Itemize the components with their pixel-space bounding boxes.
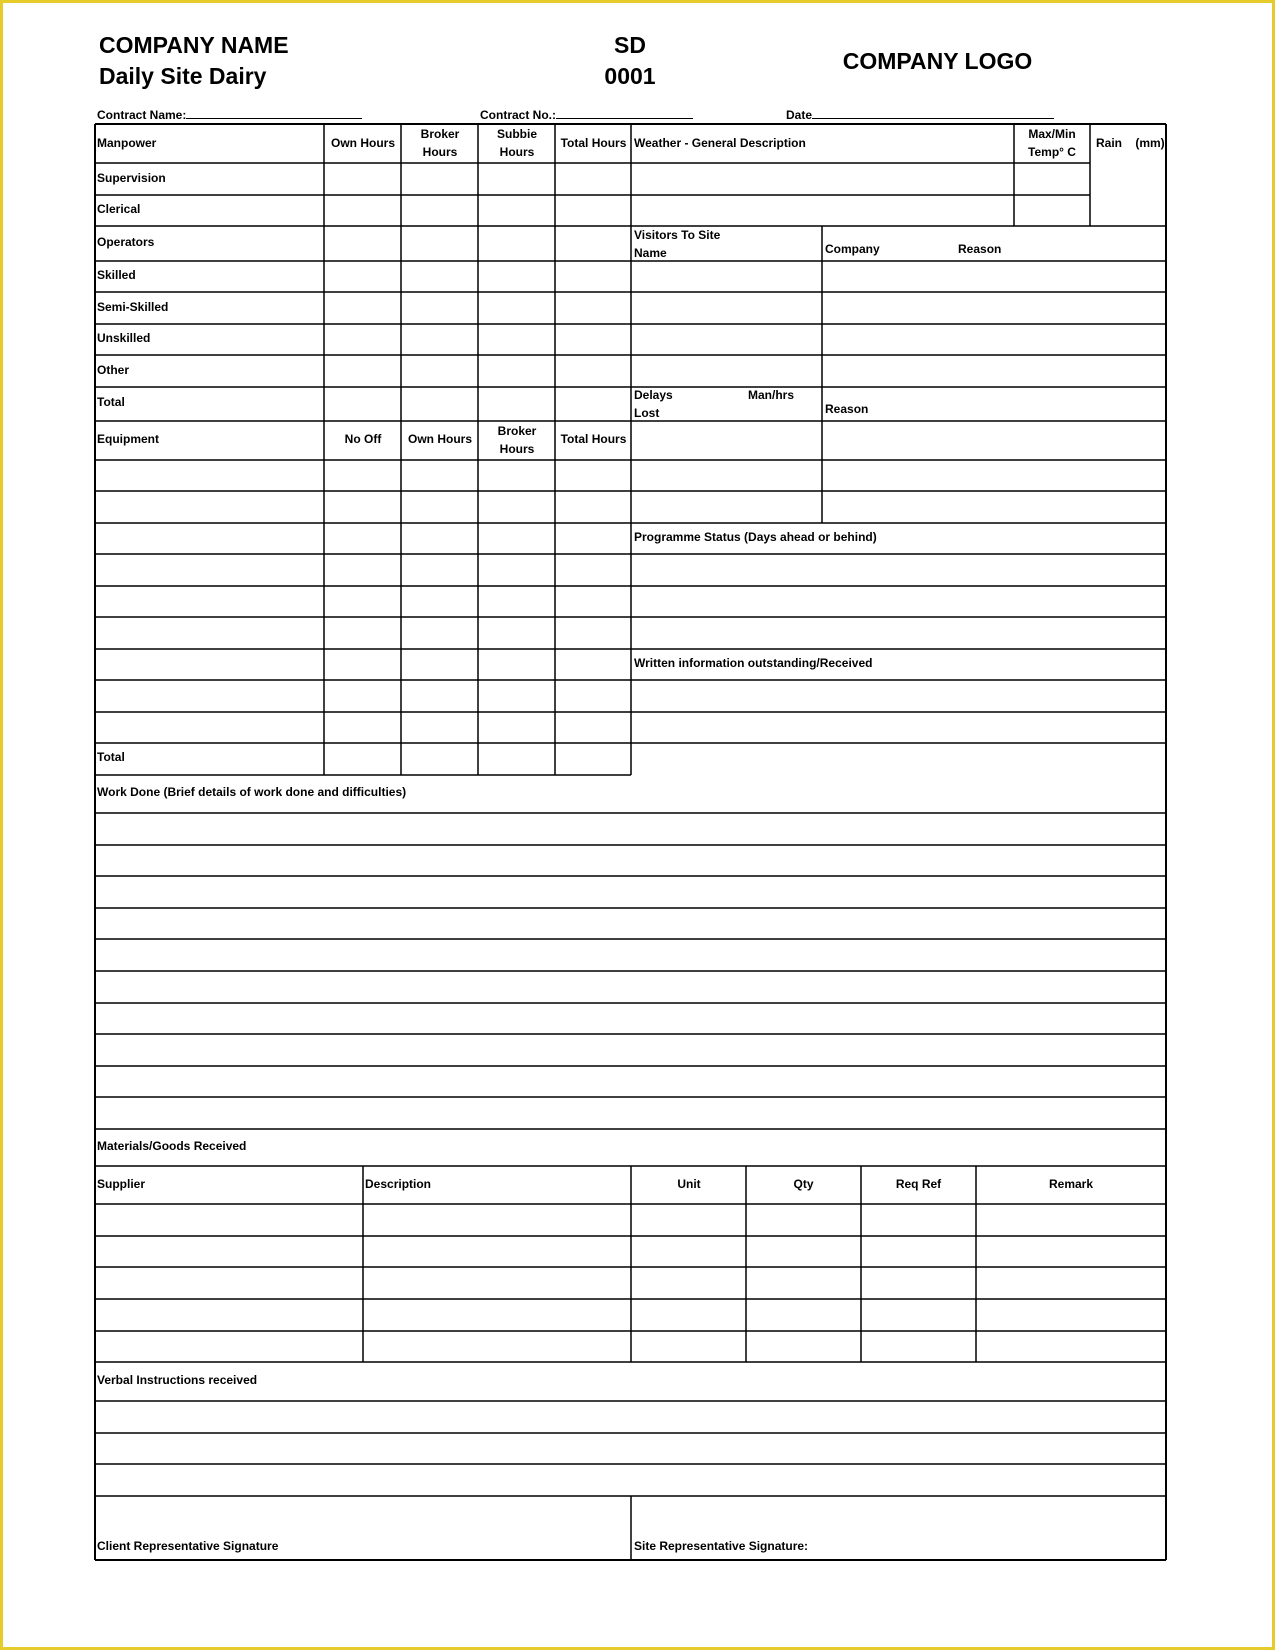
own-hours-header: Own Hours <box>330 136 395 150</box>
broker-header-line1: Broker <box>420 127 460 141</box>
company-logo: COMPANY LOGO <box>842 48 1033 74</box>
broker-header-line2: Hours <box>422 145 458 159</box>
delays-manhrs: Man/hrs <box>748 388 795 402</box>
row-label-supervision: Supervision <box>97 171 166 185</box>
manpower-header: Manpower <box>97 136 157 150</box>
delays-title: Delays <box>634 388 673 402</box>
contract-no-label: Contract No.: <box>480 108 556 122</box>
row-label-clerical: Clerical <box>97 202 141 216</box>
client-signature-label: Client Representative Signature <box>97 1539 279 1553</box>
delays-lost: Lost <box>634 406 660 420</box>
temp-header-line2: Temp° C <box>1028 145 1076 159</box>
row-label-other: Other <box>97 363 130 377</box>
equipment-broker-line2: Hours <box>499 442 535 456</box>
date-label: Date <box>786 108 813 122</box>
row-label-unskilled: Unskilled <box>97 331 151 345</box>
weather-description-header: Weather - General Description <box>634 136 806 150</box>
total-hours-header: Total Hours <box>560 136 627 150</box>
document-title: Daily Site Dairy <box>99 63 267 89</box>
equipment-total-label: Total <box>97 750 125 764</box>
row-label-operators: Operators <box>97 235 155 249</box>
sd-number: 0001 <box>604 63 656 89</box>
materials-col-req-ref: Req Ref <box>895 1177 942 1191</box>
materials-col-unit: Unit <box>677 1177 701 1191</box>
site-signature-label: Site Representative Signature: <box>634 1539 809 1553</box>
equipment-broker-line1: Broker <box>497 424 537 438</box>
contract-name-label: Contract Name: <box>97 108 187 122</box>
visitors-title: Visitors To Site <box>634 228 721 242</box>
delays-reason-header: Reason <box>825 402 869 416</box>
materials-col-qty: Qty <box>793 1177 814 1191</box>
no-off-header: No Off <box>344 432 382 446</box>
equipment-own-hours-header: Own Hours <box>407 432 472 446</box>
materials-col-description: Description <box>365 1177 432 1191</box>
company-name: COMPANY NAME <box>99 32 289 58</box>
subbie-header-line1: Subbie <box>496 127 537 141</box>
materials-title: Materials/Goods Received <box>97 1139 247 1153</box>
materials-col-remark: Remark <box>1048 1177 1094 1191</box>
equipment-header: Equipment <box>97 432 159 446</box>
verbal-instructions-header: Verbal Instructions received <box>97 1373 258 1387</box>
row-label-total: Total <box>97 395 125 409</box>
temp-header-line1: Max/Min <box>1028 127 1076 141</box>
programme-status-header: Programme Status (Days ahead or behind) <box>634 530 877 544</box>
subbie-header-line2: Hours <box>499 145 535 159</box>
sd-code: SD <box>614 32 646 58</box>
visitors-company-header: Company <box>825 242 880 256</box>
work-done-header: Work Done (Brief details of work done and difficulties) <box>97 785 407 799</box>
visitors-name-header: Name <box>634 246 667 260</box>
rain-header: Rain (mm) <box>1096 136 1165 150</box>
row-label-semi-skilled: Semi-Skilled <box>97 300 169 314</box>
equipment-total-hours-header: Total Hours <box>560 432 627 446</box>
materials-col-supplier: Supplier <box>97 1177 146 1191</box>
written-info-header: Written information outstanding/Received <box>634 656 873 670</box>
row-label-skilled: Skilled <box>97 268 136 282</box>
visitors-reason-header: Reason <box>958 242 1002 256</box>
